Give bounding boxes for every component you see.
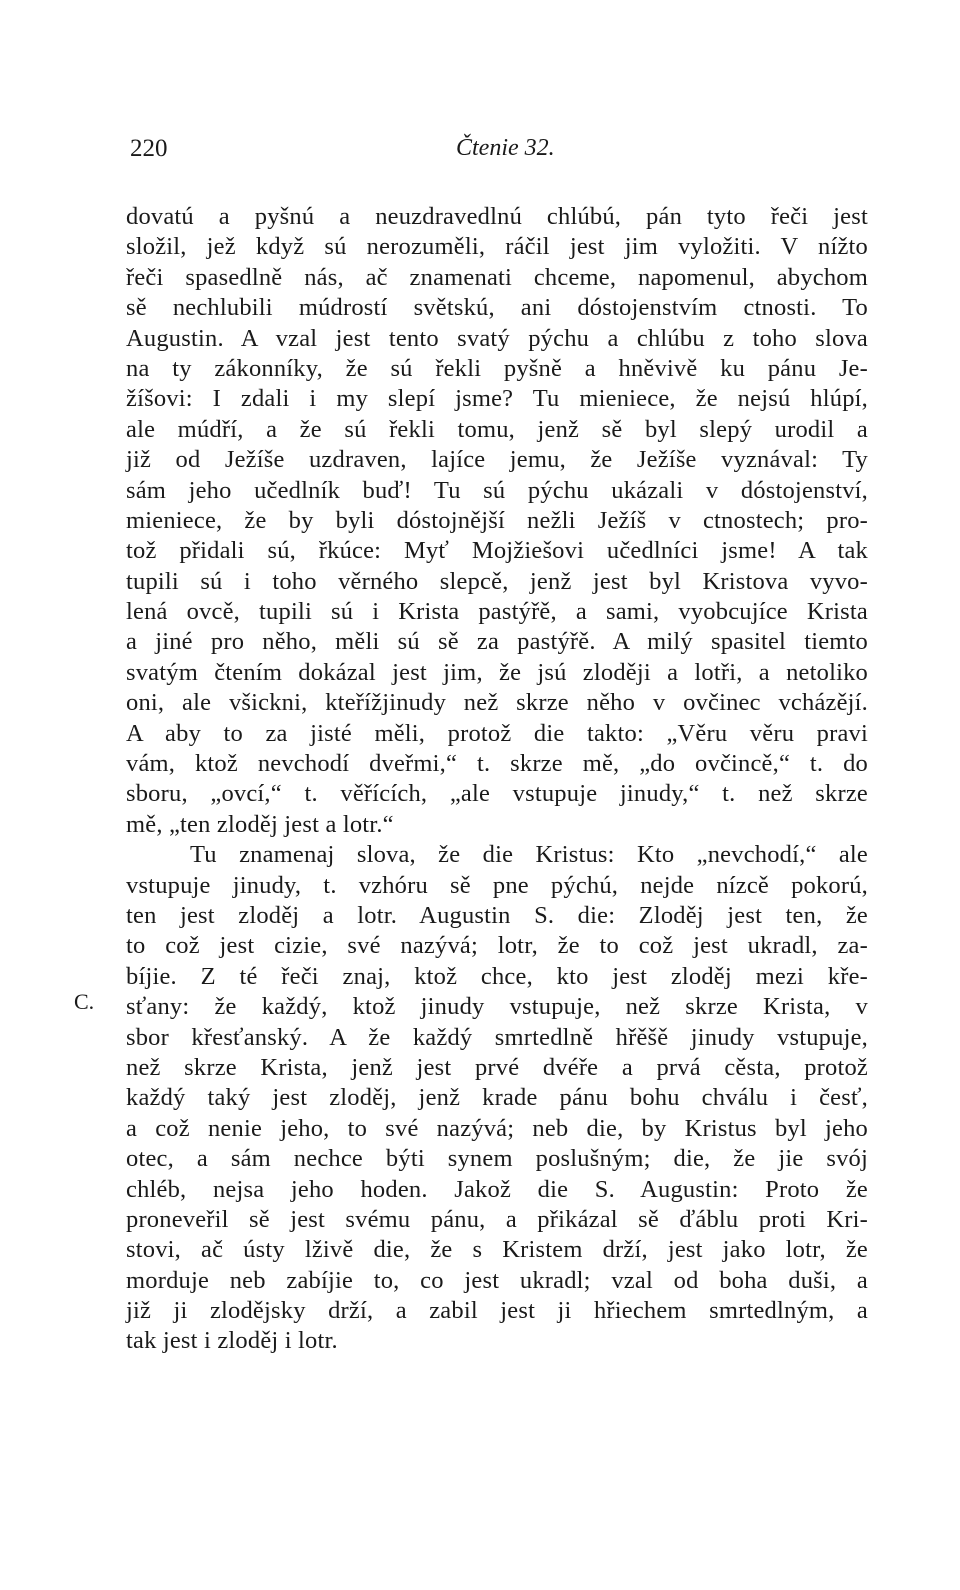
text-line: tak jest i zloděj i lotr. [126,1327,338,1355]
text-line: oni, ale všickni, kteřížjinudy než skrze něho v ovčinec vcházějí. [126,689,868,717]
text-line: a což nenie jeho, to své nazývá; neb die, by Kristus byl jeho [126,1114,868,1142]
text-line: a jiné pro něho, měli sú sě za pastýřě. A milý spasitel tiemto [126,628,868,656]
text-line: proneveřil sě jest svému pánu, a přikázal sě ďáblu proti Kri- [126,1205,868,1233]
text-line: již od Ježíše uzdraven, lajíce jemu, že Ježíše vyznával: Ty [126,446,868,474]
text-line: řeči spasedlně nás, ač znamenati chceme, napomenul, abychom [126,263,868,291]
text-line: tož přidali sú, řkúce: Myť Mojžiešovi učedlníci jsme! A tak [126,537,868,565]
text-line: chléb, nejsa jeho hoden. Jakož die S. Augustin: Proto že [126,1175,868,1203]
text-line: stovi, ač ústy lživě die, že s Kristem drží, jest jako lotr, že [126,1236,868,1264]
page-header [126,135,868,175]
text-line: A aby to za jisté měli, protož die takto: „Věru věru pravi [126,719,868,747]
text-line: tupili sú i toho věrného slepcě, jenž jest byl Kristova vyvo- [126,567,868,595]
page-number: 220 [130,135,168,162]
running-head: Čtenie 32. [456,135,555,161]
text-line: sě nechlubili múdrostí světskú, ani dóstojenstvím ctnosti. To [126,294,868,322]
text-line: složil, jež když sú nerozuměli, ráčil jest jim vyložiti. V nížto [126,233,868,261]
text-line: sboru, „ovcí,“ t. věřících, „ale vstupuje jinudy,“ t. než skrze [126,780,868,808]
text-line: každý taký jest zloděj, jenž krade pánu bohu chválu i česť, [126,1084,868,1112]
text-line: Tu znamenaj slova, že die Kristus: Kto „nevchodí,“ ale [190,841,868,869]
text-line: sám jeho učedlník buď! Tu sú pýchu ukázali v dóstojenství, [126,476,868,504]
text-line: sťany: že každý, ktož jinudy vstupuje, než skrze Krista, v [126,993,868,1021]
text-line: žíšovi: I zdali i my slepí jsme? Tu mieniece, že nejsú hlúpí, [126,385,868,413]
text-line: než skrze Krista, jenž jest prvé dvéře a prvá cěsta, protož [126,1053,868,1081]
text-line: to což jest cizie, své nazývá; lotr, že to což jest ukradl, za- [126,932,868,960]
text-line: dovatú a pyšnú a neuzdravedlnú chlúbú, pán tyto řeči jest [126,203,868,230]
text-line: ten jest zloděj a lotr. Augustin S. die: Zloděj jest ten, že [126,901,868,929]
text-line: sbor křesťanský. A že každý smrtedlně hřěšě jinudy vstupuje, [126,1023,868,1051]
text-line: otec, a sám nechce býti synem poslušným; die, že jie svój [126,1145,868,1173]
body-text [126,202,868,1357]
text-line: lená ovcě, tupili sú i Krista pastýřě, a sami, vyobcujíce Krista [126,598,868,626]
text-line: vstupuje jinudy, t. vzhóru sě pne pýchú, nejde nízcě pokorú, [126,871,868,899]
text-line: morduje neb zabíjie to, co jest ukradl; vzal od boha duši, a [126,1266,868,1294]
text-line: vám, ktož nevchodí dveřmi,“ t. skrze mě, „do ovčincě,“ t. do [126,750,868,778]
text-line: svatým čtením dokázal jest jim, že jsú zloději a lotři, a netoliko [126,658,868,686]
text-line: již ji zlodějsky drží, a zabil jest ji hřiechem smrtedlným, a [126,1297,868,1325]
text-line: bíjie. Z té řeči znaj, ktož chce, kto jest zloděj mezi kře- [126,962,868,990]
margin-note: C. [74,989,95,1014]
text-line: ale múdří, a že sú řekli tomu, jenž sě byl slepý urodil a [126,415,868,443]
text-line: mieniece, že by byli dóstojnější nežli Ježíš v ctnostech; pro- [126,506,868,534]
text-line: na ty zákonníky, že sú řekli pyšně a hněvivě ku pánu Je- [126,354,868,382]
text-line: Augustin. A vzal jest tento svatý pýchu a chlúbu z toho slova [126,324,868,352]
text-line: mě, „ten zloděj jest a lotr.“ [126,810,394,838]
